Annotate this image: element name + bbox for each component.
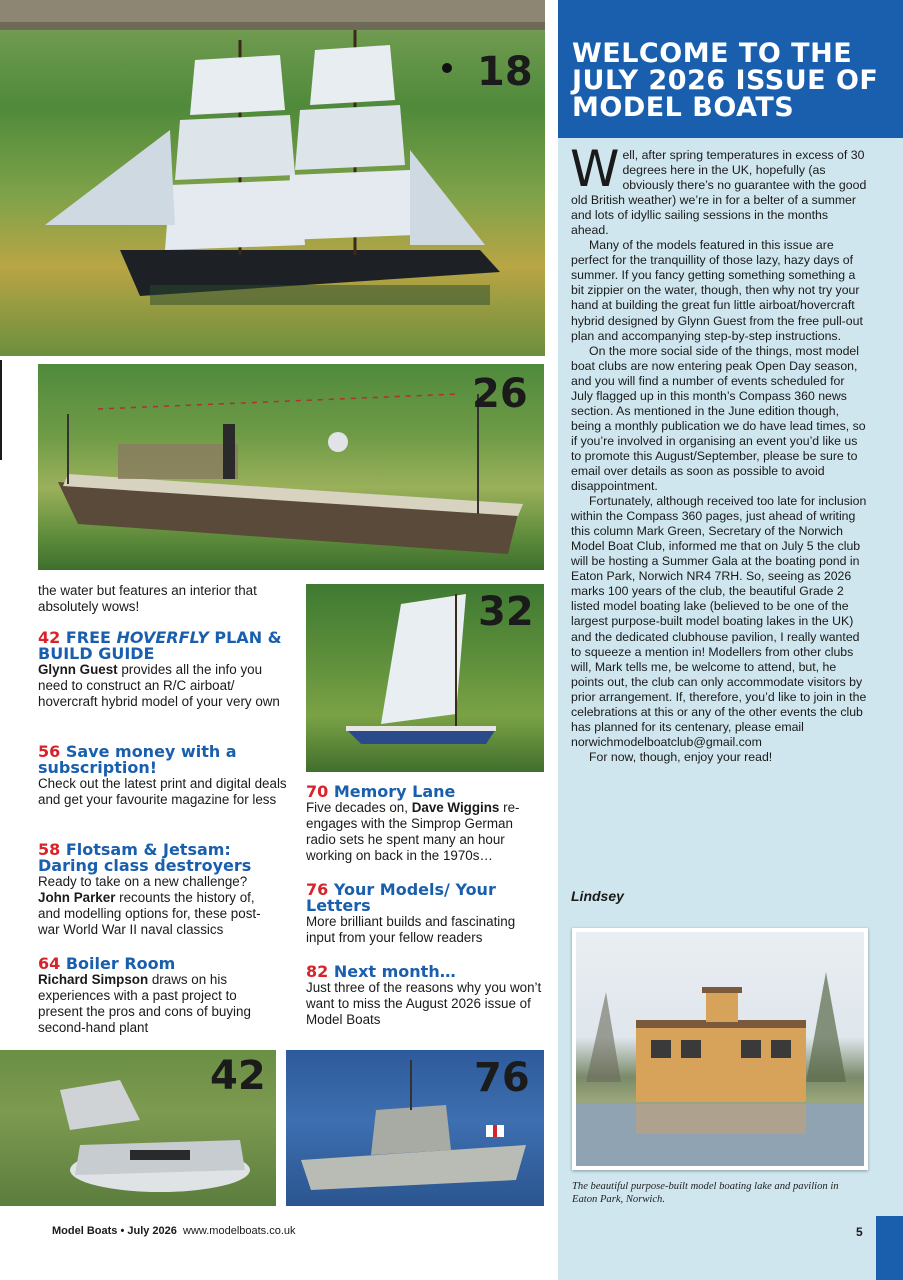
- item-heading: 58 Flotsam & Jetsam: Daring class destroyers: [38, 840, 252, 875]
- sailing-boat-photo: [306, 584, 544, 772]
- item-heading: 76 Your Models/ Your Letters: [306, 880, 496, 915]
- warship-photo: [286, 1050, 544, 1206]
- page-ref-76: 76: [474, 1055, 530, 1101]
- editorial-paragraph: Many of the models featured in this issue are perfect for the tranquillity of those lazy, hazy days of summer. If you fancy getting something something a bit zippier on the water, though, then why not try your hand at building the great fun little airboat/hovercraft hybrid designed by Glynn Guest from the free pull-out plan and accompanying step-by-step instructions.: [571, 238, 863, 343]
- tall-ship-illustration: [0, 0, 545, 356]
- item-body: re-engages with the Simprop German radio sets he spent many an hour working on back in the 1970s…: [306, 800, 520, 863]
- item-heading: 70 Memory Lane: [306, 782, 456, 801]
- item-body: Check out the latest print and digital deals and get your favourite magazine for less: [38, 776, 287, 807]
- item-author: John Parker: [38, 890, 116, 905]
- page-number: 5: [856, 1225, 863, 1239]
- pavilion-illustration: [576, 932, 864, 1166]
- contents-item-subscription[interactable]: [38, 744, 288, 808]
- item-heading: 64 Boiler Room: [38, 954, 176, 973]
- contents-item-hoverfly[interactable]: [38, 630, 288, 710]
- editorial-paragraph: Well, after spring temperatures in excess of 30 degrees here in the UK, hopefully (as obviously there’s no guarantee with the good old British weather) we’re in for a belter of a summer and lots of idyllic sailing sessions in the months ahead.: [570, 140, 867, 238]
- editorial-paragraph: Fortunately, although received too late for inclusion within the Compass 360 pages, just ahead of writing this column Mark Green, Secretary of the Norwich Model Boat Club, informed me that on July 5 the club will be hosting a Summer Gala at the boating pond in Eaton Park, Norwich NR4 7RH. So, seeing as 2026 marks 100 years of the club, the beautiful Grade 2 listed model boating lake (believed to be one of the largest purpose-built model boating lakes in the UK) and the dedicated clubhouse pavilion, I really wanted to squeeze a mention in! Modellers from other clubs will, Mark tells me, be welcome to attend, but, he points out, the club can only accommodate visitors by prior arrangement. If, therefore, you’d like to join in the celebrations at this or any of the other events the club has planned for its centenary, please email norwichmodelboatclub@gmail.com: [571, 494, 867, 749]
- item-heading: 82 Next month…: [306, 962, 456, 981]
- pavilion-photo: [572, 928, 868, 1170]
- item-heading: 42 FREE HOVERFLY PLAN & BUILD GUIDE: [38, 628, 282, 663]
- item-body-pre: Ready to take on a new challenge?: [38, 874, 248, 889]
- item-body-pre: Five decades on,: [306, 800, 412, 815]
- page-ref-18: 18: [477, 49, 533, 95]
- steam-launch-illustration: [38, 364, 544, 570]
- item-body: recounts the history of, and modelling options for, these post-war World War II naval classics: [38, 890, 261, 937]
- steam-launch-photo: [38, 364, 544, 570]
- item-author: Richard Simpson: [38, 972, 149, 987]
- page-ref-26: 26: [472, 371, 528, 417]
- welcome-banner: [558, 0, 903, 138]
- item-heading: 56 Save money with a subscription!: [38, 742, 237, 777]
- contents-item-your-models[interactable]: [306, 882, 542, 946]
- tall-ship-photo: [0, 0, 545, 356]
- hovercraft-photo: [0, 1050, 276, 1206]
- page-tab: [876, 1216, 903, 1280]
- photo-caption: The beautiful purpose-built model boating lake and pavilion in Eaton Park, Norwich.: [572, 1181, 839, 1205]
- intro-tail: the water but features an interior that absolutely wows!: [38, 583, 257, 614]
- page-footer: [52, 1225, 296, 1237]
- footer-magazine: Model Boats • July 2026: [52, 1225, 177, 1237]
- item-body: draws on his experiences with a past project to present the pros and cons of buying second-hand plant: [38, 972, 251, 1035]
- editorial-paragraph: On the more social side of the things, most model boat clubs are now entering peak Open Day season, and you will find a number of events scheduled for July flagged up in this month’s Compass 360 news section. As mentioned in the June edition though, being a monthly publication we do have lead times, so if you’re involved in organising an event you’d like us to promote this August/September, please be sure to email over details as soon as possible to avoid disappointment.: [571, 343, 866, 494]
- item-body: provides all the info you need to construct an R/C airboat/ hovercraft hybrid model of your very own: [38, 662, 280, 709]
- contents-item-boiler-room[interactable]: [38, 956, 283, 1036]
- page-ref-42: 42: [210, 1053, 266, 1099]
- contents-item-memory-lane[interactable]: [306, 784, 542, 864]
- item-author: Glynn Guest: [38, 662, 118, 677]
- edge-rule: [0, 360, 2, 460]
- item-author: Dave Wiggins: [411, 800, 500, 815]
- welcome-heading: WELCOME TO THE JULY 2026 ISSUE OF MODEL BOATS: [572, 38, 879, 123]
- editorial-text: [570, 140, 869, 765]
- editorial-paragraph: For now, though, enjoy your read!: [589, 749, 773, 764]
- drop-cap: W: [570, 140, 620, 198]
- page-ref-32: 32: [478, 589, 534, 635]
- contents-item-flotsam[interactable]: [38, 842, 278, 938]
- contents-item-next-month[interactable]: [306, 964, 544, 1028]
- item-body: Just three of the reasons why you won’t want to miss the August 2026 issue of Model Boats: [306, 980, 542, 1027]
- item-body: More brilliant builds and fascinating input from your fellow readers: [306, 914, 516, 945]
- footer-url[interactable]: www.modelboats.co.uk: [183, 1225, 296, 1237]
- editor-signoff: Lindsey: [571, 888, 624, 904]
